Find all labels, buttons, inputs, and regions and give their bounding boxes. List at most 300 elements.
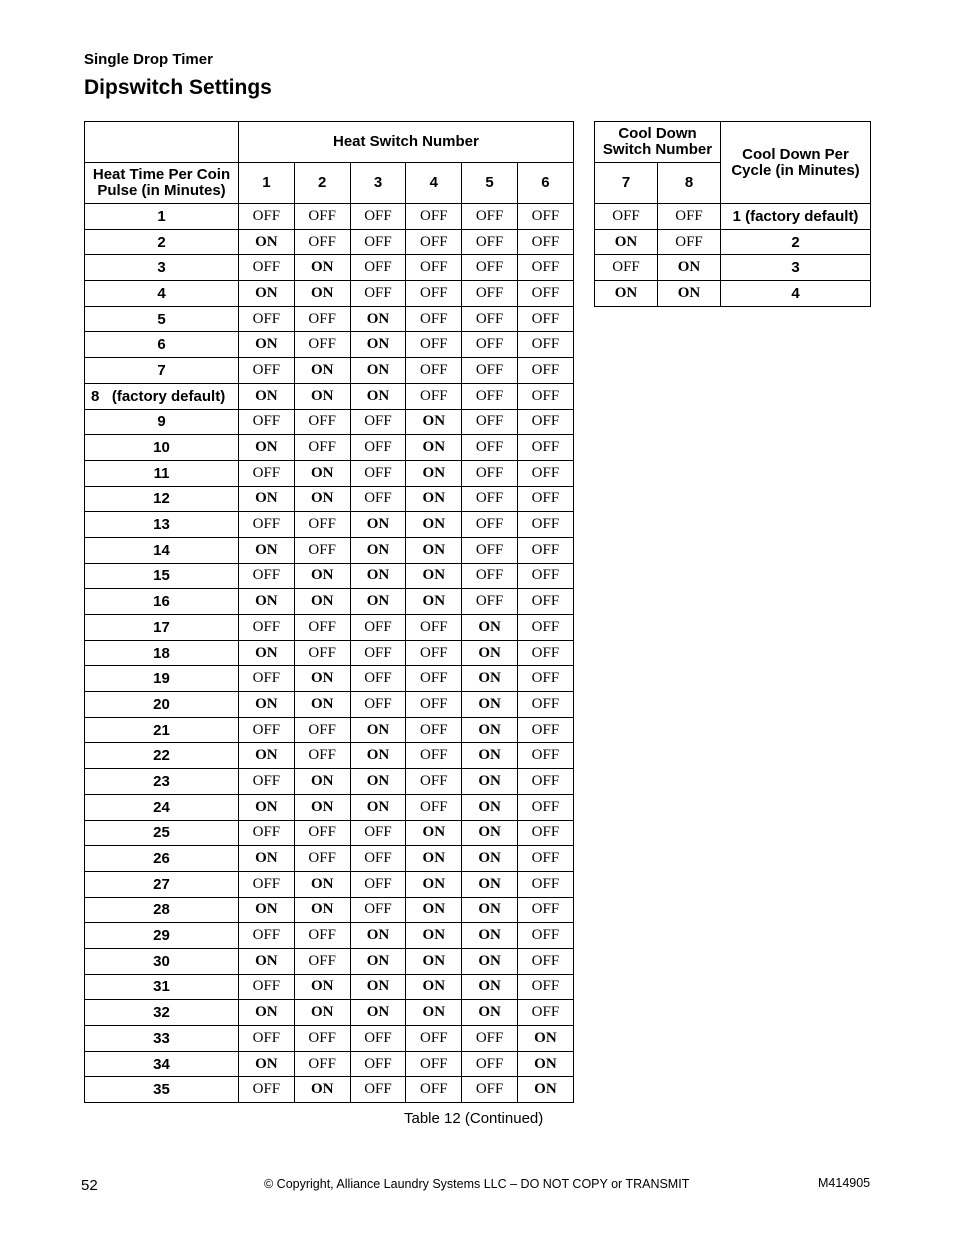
switch-state-cell: ON — [350, 794, 406, 820]
switch-state-cell: ON — [239, 332, 295, 358]
switch-state-cell: OFF — [517, 666, 573, 692]
switch-state-cell: OFF — [406, 692, 462, 718]
table-row — [85, 640, 574, 666]
switch-state-cell: OFF — [350, 640, 406, 666]
cool-down-table — [594, 121, 871, 307]
switch-state-cell: OFF — [658, 229, 721, 255]
heat-time-label: 33 — [85, 1026, 239, 1052]
heat-time-label: 22 — [85, 743, 239, 769]
table-row — [85, 332, 574, 358]
table-row — [85, 948, 574, 974]
heat-time-column-header: Heat Time Per Coin Pulse (in Minutes) — [85, 163, 239, 204]
switch-state-cell: ON — [294, 1077, 350, 1103]
switch-state-cell: ON — [462, 666, 518, 692]
switch-state-cell: OFF — [517, 871, 573, 897]
table-row — [85, 1026, 574, 1052]
table-row — [85, 383, 574, 409]
switch-state-cell: OFF — [350, 1077, 406, 1103]
switch-state-cell: ON — [239, 1051, 295, 1077]
switch-state-cell: ON — [350, 563, 406, 589]
switch-state-cell: OFF — [350, 486, 406, 512]
switch-state-cell: OFF — [239, 923, 295, 949]
cool-down-minutes-cell: 1 (factory default) — [721, 204, 871, 230]
table-row — [85, 769, 574, 795]
switch-state-cell: ON — [595, 229, 658, 255]
table-row — [85, 1077, 574, 1103]
cool-down-per-cycle-header: Cool Down Per Cycle (in Minutes) — [721, 122, 871, 204]
switch-state-cell: OFF — [517, 846, 573, 872]
switch-state-cell: OFF — [350, 1051, 406, 1077]
switch-state-cell: ON — [350, 1000, 406, 1026]
heat-time-label: 30 — [85, 948, 239, 974]
table-row — [85, 409, 574, 435]
page-title: Dipswitch Settings — [84, 76, 272, 99]
switch-state-cell: OFF — [294, 615, 350, 641]
switch-state-cell: ON — [350, 743, 406, 769]
heat-time-label: 18 — [85, 640, 239, 666]
switch-state-cell: OFF — [517, 537, 573, 563]
heat-time-label: 7 — [85, 358, 239, 384]
heat-time-label: 24 — [85, 794, 239, 820]
switch-state-cell: ON — [462, 846, 518, 872]
switch-state-cell: OFF — [517, 332, 573, 358]
switch-state-cell: ON — [294, 794, 350, 820]
switch-state-cell: OFF — [517, 717, 573, 743]
switch-state-cell: ON — [239, 589, 295, 615]
switch-state-cell: ON — [239, 692, 295, 718]
heat-time-label: 16 — [85, 589, 239, 615]
switch-state-cell: OFF — [350, 255, 406, 281]
switch-state-cell: OFF — [294, 537, 350, 563]
table-row — [85, 358, 574, 384]
switch-state-cell: ON — [406, 486, 462, 512]
switch-state-cell: OFF — [239, 666, 295, 692]
switch-state-cell: OFF — [517, 409, 573, 435]
switch-state-cell: OFF — [239, 1026, 295, 1052]
switch-state-cell: OFF — [517, 1000, 573, 1026]
switch-state-cell: ON — [517, 1077, 573, 1103]
switch-state-cell: OFF — [406, 743, 462, 769]
switch-state-cell: ON — [406, 589, 462, 615]
heat-table-corner-cell — [85, 122, 239, 163]
switch-state-cell: OFF — [294, 1051, 350, 1077]
switch-state-cell: OFF — [517, 897, 573, 923]
switch-state-cell: OFF — [462, 358, 518, 384]
switch-state-cell: ON — [462, 769, 518, 795]
switch-state-cell: ON — [406, 512, 462, 538]
switch-state-cell: OFF — [406, 1026, 462, 1052]
switch-state-cell: OFF — [239, 563, 295, 589]
switch-state-cell: OFF — [406, 358, 462, 384]
heat-time-label: 4 — [85, 281, 239, 307]
switch-state-cell: OFF — [462, 409, 518, 435]
switch-state-cell: OFF — [350, 281, 406, 307]
switch-state-cell: OFF — [406, 229, 462, 255]
switch-state-cell: ON — [239, 743, 295, 769]
switch-state-cell: OFF — [517, 383, 573, 409]
page-number: 52 — [81, 1177, 98, 1194]
heat-time-label: 11 — [85, 460, 239, 486]
switch-state-cell: OFF — [350, 435, 406, 461]
switch-state-cell: ON — [294, 589, 350, 615]
heat-switch-3-header: 3 — [350, 163, 406, 204]
switch-state-cell: ON — [294, 871, 350, 897]
table-caption: Table 12 (Continued) — [404, 1110, 544, 1127]
switch-state-cell: OFF — [406, 204, 462, 230]
switch-state-cell: OFF — [462, 1077, 518, 1103]
switch-state-cell: OFF — [517, 794, 573, 820]
switch-state-cell: ON — [239, 537, 295, 563]
switch-state-cell: ON — [239, 846, 295, 872]
table-row — [595, 229, 871, 255]
switch-state-cell: ON — [462, 717, 518, 743]
switch-state-cell: OFF — [294, 640, 350, 666]
switch-state-cell: OFF — [406, 717, 462, 743]
table-row — [85, 306, 574, 332]
switch-state-cell: OFF — [350, 820, 406, 846]
switch-state-cell: ON — [294, 666, 350, 692]
switch-state-cell: ON — [294, 281, 350, 307]
heat-time-label: 27 — [85, 871, 239, 897]
switch-state-cell: OFF — [239, 615, 295, 641]
switch-state-cell: OFF — [517, 306, 573, 332]
switch-state-cell: OFF — [517, 640, 573, 666]
switch-state-cell: ON — [406, 871, 462, 897]
switch-state-cell: ON — [462, 743, 518, 769]
heat-time-label: 25 — [85, 820, 239, 846]
switch-state-cell: OFF — [406, 1077, 462, 1103]
cool-switch-7-header: 7 — [595, 163, 658, 204]
switch-state-cell: ON — [350, 358, 406, 384]
switch-state-cell: ON — [462, 692, 518, 718]
switch-state-cell: OFF — [294, 846, 350, 872]
switch-state-cell: OFF — [462, 1051, 518, 1077]
cool-switch-8-header: 8 — [658, 163, 721, 204]
switch-state-cell: OFF — [517, 281, 573, 307]
table-row — [595, 204, 871, 230]
heat-time-label: 26 — [85, 846, 239, 872]
switch-state-cell: OFF — [517, 692, 573, 718]
heat-time-label: 34 — [85, 1051, 239, 1077]
heat-time-label: 1 — [85, 204, 239, 230]
switch-state-cell: OFF — [294, 743, 350, 769]
table-row — [85, 820, 574, 846]
switch-state-cell: ON — [294, 486, 350, 512]
table-row — [85, 589, 574, 615]
table-row — [85, 871, 574, 897]
table-row — [85, 281, 574, 307]
heat-time-label: 15 — [85, 563, 239, 589]
switch-state-cell: ON — [294, 769, 350, 795]
switch-state-cell: ON — [462, 794, 518, 820]
switch-state-cell: ON — [294, 383, 350, 409]
heat-switch-5-header: 5 — [462, 163, 518, 204]
switch-state-cell: OFF — [350, 666, 406, 692]
switch-state-cell: OFF — [517, 435, 573, 461]
switch-state-cell: OFF — [350, 409, 406, 435]
switch-state-cell: ON — [350, 923, 406, 949]
switch-state-cell: ON — [294, 974, 350, 1000]
switch-state-cell: OFF — [239, 204, 295, 230]
switch-state-cell: OFF — [294, 948, 350, 974]
switch-state-cell: OFF — [462, 486, 518, 512]
switch-state-cell: OFF — [406, 281, 462, 307]
switch-state-cell: OFF — [517, 948, 573, 974]
switch-state-cell: OFF — [406, 666, 462, 692]
switch-state-cell: OFF — [294, 512, 350, 538]
copyright-text: © Copyright, Alliance Laundry Systems LLC – DO NOT COPY or TRANSMIT — [264, 1177, 690, 1191]
table-row — [85, 743, 574, 769]
switch-state-cell: OFF — [462, 383, 518, 409]
switch-state-cell: OFF — [517, 769, 573, 795]
document-number: M414905 — [818, 1176, 871, 1190]
switch-state-cell: ON — [239, 897, 295, 923]
switch-state-cell: OFF — [462, 332, 518, 358]
switch-state-cell: ON — [350, 332, 406, 358]
switch-state-cell: OFF — [517, 589, 573, 615]
switch-state-cell: OFF — [517, 820, 573, 846]
switch-state-cell: ON — [239, 435, 295, 461]
table-row — [85, 460, 574, 486]
switch-state-cell: OFF — [462, 563, 518, 589]
table-row — [595, 255, 871, 281]
switch-state-cell: ON — [406, 537, 462, 563]
switch-state-cell: ON — [517, 1026, 573, 1052]
switch-state-cell: ON — [239, 383, 295, 409]
switch-state-cell: ON — [239, 640, 295, 666]
table-row — [85, 717, 574, 743]
heat-time-label: 32 — [85, 1000, 239, 1026]
switch-state-cell: OFF — [462, 281, 518, 307]
switch-state-cell: ON — [406, 923, 462, 949]
heat-time-label: 19 — [85, 666, 239, 692]
switch-state-cell: ON — [406, 1000, 462, 1026]
switch-state-cell: OFF — [406, 1051, 462, 1077]
table-row — [85, 692, 574, 718]
switch-state-cell: OFF — [406, 769, 462, 795]
switch-state-cell: ON — [294, 563, 350, 589]
heat-time-label: 6 — [85, 332, 239, 358]
switch-state-cell: OFF — [595, 255, 658, 281]
switch-state-cell: ON — [294, 692, 350, 718]
heat-time-label: 10 — [85, 435, 239, 461]
heat-time-label: 12 — [85, 486, 239, 512]
switch-state-cell: OFF — [462, 229, 518, 255]
switch-state-cell: OFF — [406, 640, 462, 666]
heat-time-label: 2 — [85, 229, 239, 255]
heat-switch-1-header: 1 — [239, 163, 295, 204]
switch-state-cell: ON — [406, 820, 462, 846]
heat-time-label: 8 (factory default) — [85, 383, 239, 409]
switch-state-cell: OFF — [462, 589, 518, 615]
heat-time-label: 29 — [85, 923, 239, 949]
switch-state-cell: ON — [350, 512, 406, 538]
switch-state-cell: ON — [239, 229, 295, 255]
switch-state-cell: ON — [462, 948, 518, 974]
switch-state-cell: OFF — [294, 229, 350, 255]
switch-state-cell: ON — [294, 255, 350, 281]
switch-state-cell: OFF — [517, 615, 573, 641]
heat-switch-2-header: 2 — [294, 163, 350, 204]
switch-state-cell: OFF — [294, 923, 350, 949]
switch-state-cell: OFF — [406, 615, 462, 641]
switch-state-cell: ON — [462, 897, 518, 923]
switch-state-cell: OFF — [294, 435, 350, 461]
switch-state-cell: OFF — [658, 204, 721, 230]
heat-time-label: 17 — [85, 615, 239, 641]
switch-state-cell: ON — [350, 589, 406, 615]
heat-time-label: 35 — [85, 1077, 239, 1103]
switch-state-cell: OFF — [350, 871, 406, 897]
switch-state-cell: OFF — [462, 435, 518, 461]
cool-down-minutes-cell: 3 — [721, 255, 871, 281]
switch-state-cell: ON — [294, 897, 350, 923]
switch-state-cell: OFF — [239, 255, 295, 281]
switch-state-cell: OFF — [517, 460, 573, 486]
heat-time-label: 20 — [85, 692, 239, 718]
switch-state-cell: OFF — [294, 717, 350, 743]
cool-down-minutes-cell: 2 — [721, 229, 871, 255]
heat-time-label: 5 — [85, 306, 239, 332]
switch-state-cell: ON — [239, 1000, 295, 1026]
switch-state-cell: ON — [517, 1051, 573, 1077]
table-row — [85, 897, 574, 923]
table-row — [85, 512, 574, 538]
switch-state-cell: OFF — [239, 512, 295, 538]
switch-state-cell: OFF — [239, 769, 295, 795]
switch-state-cell: ON — [462, 974, 518, 1000]
heat-time-label: 31 — [85, 974, 239, 1000]
switch-state-cell: ON — [462, 871, 518, 897]
table-row — [595, 281, 871, 307]
table-row — [85, 1051, 574, 1077]
switch-state-cell: OFF — [406, 794, 462, 820]
switch-state-cell: ON — [658, 255, 721, 281]
switch-state-cell: OFF — [462, 1026, 518, 1052]
switch-state-cell: OFF — [406, 255, 462, 281]
switch-state-cell: OFF — [462, 255, 518, 281]
heat-switch-6-header: 6 — [517, 163, 573, 204]
switch-state-cell: ON — [406, 435, 462, 461]
switch-state-cell: OFF — [350, 615, 406, 641]
switch-state-cell: OFF — [517, 229, 573, 255]
switch-state-cell: ON — [294, 460, 350, 486]
table-row — [85, 923, 574, 949]
switch-state-cell: ON — [239, 486, 295, 512]
switch-state-cell: OFF — [517, 743, 573, 769]
switch-state-cell: OFF — [517, 512, 573, 538]
table-row — [85, 229, 574, 255]
heat-time-label: 21 — [85, 717, 239, 743]
switch-state-cell: ON — [239, 794, 295, 820]
table-row — [85, 794, 574, 820]
switch-state-cell: ON — [350, 383, 406, 409]
heat-time-label: 14 — [85, 537, 239, 563]
heat-switch-number-header: Heat Switch Number — [239, 122, 574, 163]
table-row — [85, 486, 574, 512]
table-row — [85, 974, 574, 1000]
switch-state-cell: OFF — [406, 383, 462, 409]
switch-state-cell: ON — [462, 820, 518, 846]
table-row — [85, 255, 574, 281]
switch-state-cell: OFF — [239, 820, 295, 846]
table-row — [85, 204, 574, 230]
heat-time-label: 9 — [85, 409, 239, 435]
switch-state-cell: ON — [406, 409, 462, 435]
switch-state-cell: OFF — [294, 332, 350, 358]
section-label: Single Drop Timer — [84, 51, 213, 68]
switch-state-cell: ON — [239, 948, 295, 974]
switch-state-cell: OFF — [239, 871, 295, 897]
switch-state-cell: ON — [462, 615, 518, 641]
switch-state-cell: OFF — [239, 358, 295, 384]
switch-state-cell: OFF — [517, 486, 573, 512]
switch-state-cell: ON — [406, 974, 462, 1000]
switch-state-cell: OFF — [239, 717, 295, 743]
switch-state-cell: OFF — [350, 229, 406, 255]
heat-switch-4-header: 4 — [406, 163, 462, 204]
switch-state-cell: OFF — [239, 460, 295, 486]
table-row — [85, 1000, 574, 1026]
switch-state-cell: ON — [406, 460, 462, 486]
switch-state-cell: ON — [406, 948, 462, 974]
cool-down-minutes-cell: 4 — [721, 281, 871, 307]
switch-state-cell: ON — [406, 563, 462, 589]
cool-down-switch-number-header: Cool Down Switch Number — [595, 122, 721, 163]
switch-state-cell: ON — [350, 974, 406, 1000]
switch-state-cell: ON — [350, 306, 406, 332]
switch-state-cell: OFF — [350, 846, 406, 872]
switch-state-cell: OFF — [294, 820, 350, 846]
switch-state-cell: OFF — [462, 306, 518, 332]
switch-state-cell: OFF — [239, 306, 295, 332]
switch-state-cell: ON — [406, 846, 462, 872]
heat-time-label: 13 — [85, 512, 239, 538]
switch-state-cell: OFF — [239, 409, 295, 435]
switch-state-cell: ON — [350, 948, 406, 974]
switch-state-cell: OFF — [462, 204, 518, 230]
switch-state-cell: OFF — [350, 460, 406, 486]
switch-state-cell: OFF — [294, 1026, 350, 1052]
switch-state-cell: ON — [595, 281, 658, 307]
switch-state-cell: ON — [462, 923, 518, 949]
switch-state-cell: OFF — [517, 358, 573, 384]
switch-state-cell: OFF — [350, 1026, 406, 1052]
switch-state-cell: OFF — [406, 332, 462, 358]
switch-state-cell: OFF — [462, 512, 518, 538]
switch-state-cell: ON — [350, 769, 406, 795]
switch-state-cell: ON — [294, 1000, 350, 1026]
table-row — [85, 563, 574, 589]
switch-state-cell: OFF — [294, 306, 350, 332]
switch-state-cell: OFF — [517, 923, 573, 949]
table-row — [85, 615, 574, 641]
switch-state-cell: OFF — [517, 974, 573, 1000]
switch-state-cell: ON — [658, 281, 721, 307]
switch-state-cell: OFF — [294, 204, 350, 230]
switch-state-cell: OFF — [462, 537, 518, 563]
table-row — [85, 537, 574, 563]
switch-state-cell: ON — [294, 358, 350, 384]
switch-state-cell: OFF — [239, 1077, 295, 1103]
switch-state-cell: ON — [462, 1000, 518, 1026]
switch-state-cell: OFF — [517, 255, 573, 281]
switch-state-cell: OFF — [517, 563, 573, 589]
switch-state-cell: OFF — [406, 306, 462, 332]
table-row — [85, 435, 574, 461]
heat-time-label: 23 — [85, 769, 239, 795]
switch-state-cell: ON — [406, 897, 462, 923]
